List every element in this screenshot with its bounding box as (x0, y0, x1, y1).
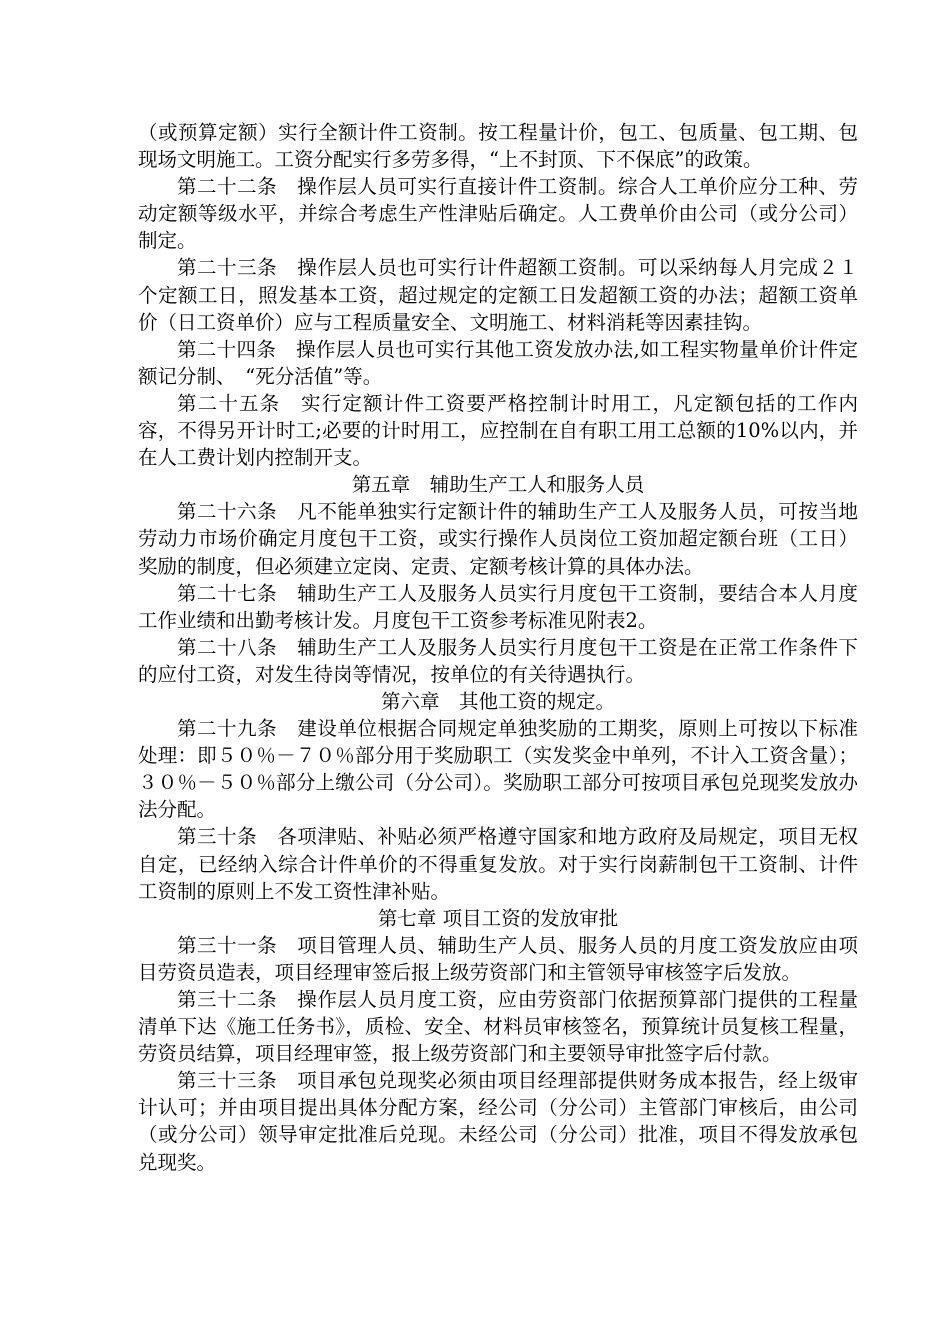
article-27: 第二十七条 辅助生产工人及服务人员实行月度包干工资制，要结合本人月度工作业绩和出勤考核计发。月度包干工资参考标准见附表2。 (138, 581, 858, 632)
article-31: 第三十一条 项目管理人员、辅助生产人员、服务人员的月度工资发放应由项目劳资员造表，项目经理审签后报上级劳资部门和主管领导审核签字后发放。 (138, 933, 858, 984)
article-26: 第二十六条 凡不能单独实行定额计件的辅助生产工人及服务人员，可按当地劳动力市场价确定月度包干工资，或实行操作人员岗位工资加超定额台班（工日）奖励的制度，但必须建立定岗、定责、定额考核计算的具体办法。 (138, 500, 858, 578)
paragraph-continuation: （或预算定额）实行全额计件工资制。按工程量计价，包工、包质量、包工期、包现场文明施工。工资分配实行多劳多得，“上不封顶、下不保底”的政策。 (138, 121, 858, 172)
chapter-6-heading: 第六章 其他工资的规定。 (380, 689, 615, 713)
article-33: 第三十三条 项目承包兑现奖必须由项目经理部提供财务成本报告，经上级审计认可；并由项目提出具体分配方案，经公司（分公司）主管部门审核后，由公司（或分公司）领导审定批准后兑现。未经公司（分公司）批准，项目不得发放承包兑现奖。 (138, 1069, 858, 1174)
article-32: 第三十二条 操作层人员月度工资，应由劳资部门依据预算部门提供的工程量清单下达《施工任务书》，质检、安全、材料员审核签名，预算统计员复核工程量，劳资员结算，项目经理审签，报上级劳资部门和主要领导审批签字后付款。 (138, 988, 858, 1066)
article-25: 第二十五条 实行定额计件工资要严格控制计时用工，凡定额包括的工作内容，不得另开计时工;必要的计时用工，应控制在自有职工用工总额的10%以内，并在人工费计划内控制开支。 (138, 391, 858, 470)
article-23: 第二十三条 操作层人员也可实行计件超额工资制。可以采纳每人月完成２１个定额工日，照发基本工资，超过规定的定额工日发超额工资的办法；超额工资单价（日工资单价）应与工程质量安全、文明施工、材料消耗等因素挂钩。 (138, 256, 858, 334)
chapter-7-heading: 第七章 项目工资的发放审批 (377, 906, 619, 930)
article-28: 第二十八条 辅助生产工人及服务人员实行月度包干工资是在正常工作条件下的应付工资，对发生待岗等情况，按单位的有关待遇执行。 (138, 635, 858, 686)
chapter-5-heading: 第五章 辅助生产工人和服务人员 (351, 473, 645, 497)
article-24: 第二十四条 操作层人员也可实行其他工资发放办法,如工程实物量单价计件定额记分制、 “死分活值”等。 (138, 337, 858, 388)
article-30: 第三十条 各项津贴、补贴必须严格遵守国家和地方政府及局规定，项目无权自定，已经纳入综合计件单价的不得重复发放。对于实行岗薪制包干工资制、计件工资制的原则上不发工资性津补贴。 (138, 825, 858, 903)
article-22: 第二十二条 操作层人员可实行直接计件工资制。综合人工单价应分工种、劳动定额等级水平，并综合考虑生产性津贴后确定。人工费单价由公司（或分公司）制定。 (138, 175, 858, 253)
document-page (138, 119, 858, 1176)
article-29: 第二十九条 建设单位根据合同规定单独奖励的工期奖，原则上可按以下标准处理：即５０％－７０％部分用于奖励职工（实发奖金中单列，不计入工资含量）；３０％－５０％部分上缴公司（分公司）。奖励职工部分可按项目承包兑现奖发放办法分配。 (138, 717, 858, 822)
